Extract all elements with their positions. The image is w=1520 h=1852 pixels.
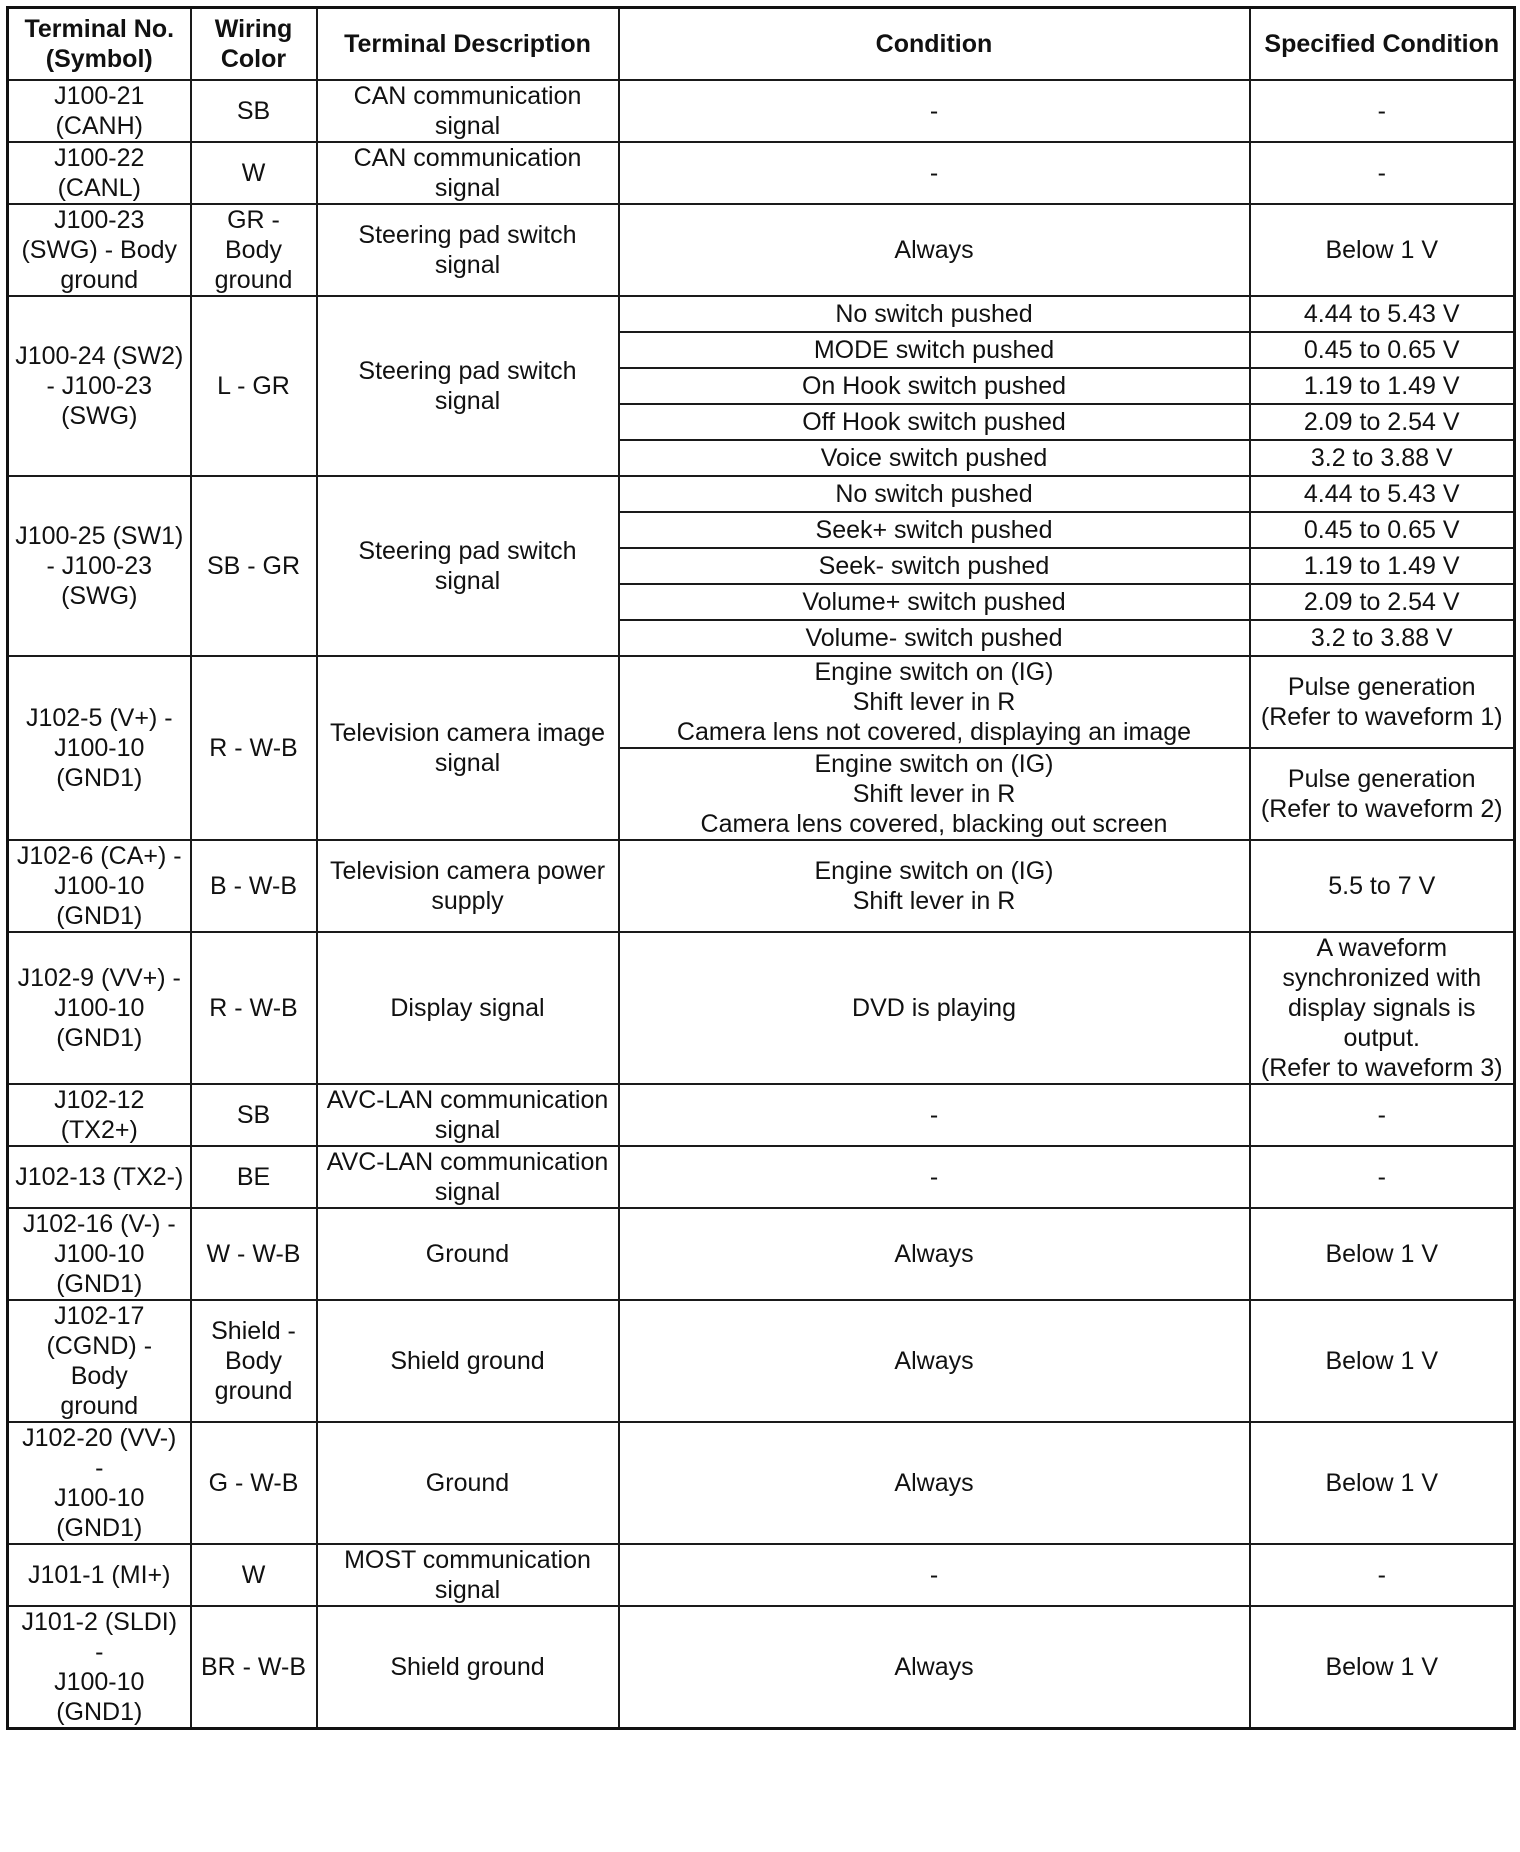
terminal-description-cell: CAN communication signal: [317, 142, 619, 204]
terminal-cell: J101-2 (SLDI) - J100-10 (GND1): [8, 1606, 191, 1729]
wiring-color-cell: W - W-B: [191, 1208, 317, 1300]
condition-cell: Volume+ switch pushed: [619, 584, 1250, 620]
condition-cell: Engine switch on (IG) Shift lever in R Camera lens not covered, displaying an image: [619, 656, 1250, 748]
table-row: [8, 1422, 1515, 1544]
specified-condition-cell: 1.19 to 1.49 V: [1250, 548, 1515, 584]
condition-cell: -: [619, 80, 1250, 142]
specified-condition-cell: -: [1250, 1544, 1515, 1606]
table-row: [8, 1208, 1515, 1300]
terminal-description-cell: Ground: [317, 1422, 619, 1544]
condition-cell: Volume- switch pushed: [619, 620, 1250, 656]
terminal-cell: J102-9 (VV+) - J100-10 (GND1): [8, 932, 191, 1084]
wiring-color-cell: SB: [191, 1084, 317, 1146]
terminal-cell: J101-1 (MI+): [8, 1544, 191, 1606]
specified-condition-cell: Below 1 V: [1250, 1208, 1515, 1300]
condition-cell: Voice switch pushed: [619, 440, 1250, 476]
table-row: [8, 296, 1515, 332]
condition-cell: Engine switch on (IG) Shift lever in R Camera lens covered, blacking out screen: [619, 748, 1250, 840]
terminal-description-cell: CAN communication signal: [317, 80, 619, 142]
wiring-color-cell: G - W-B: [191, 1422, 317, 1544]
terminal-description-cell: Ground: [317, 1208, 619, 1300]
condition-cell: Seek+ switch pushed: [619, 512, 1250, 548]
condition-cell: Seek- switch pushed: [619, 548, 1250, 584]
specified-condition-cell: -: [1250, 142, 1515, 204]
specified-condition-cell: 0.45 to 0.65 V: [1250, 512, 1515, 548]
header-terminal-no: Terminal No. (Symbol): [8, 8, 191, 81]
terminal-cell: J100-25 (SW1) - J100-23 (SWG): [8, 476, 191, 656]
terminal-cell: J102-17 (CGND) - Body ground: [8, 1300, 191, 1422]
terminal-description-cell: AVC-LAN communication signal: [317, 1084, 619, 1146]
terminal-cell: J102-16 (V-) - J100-10 (GND1): [8, 1208, 191, 1300]
specified-condition-cell: -: [1250, 1146, 1515, 1208]
table-row: [8, 204, 1515, 296]
wiring-color-cell: SB: [191, 80, 317, 142]
specified-condition-cell: 3.2 to 3.88 V: [1250, 440, 1515, 476]
wiring-color-cell: B - W-B: [191, 840, 317, 932]
specified-condition-cell: -: [1250, 1084, 1515, 1146]
table-row: [8, 1300, 1515, 1422]
specified-condition-cell: A waveform synchronized with display signals is output. (Refer to waveform 3): [1250, 932, 1515, 1084]
table-row: [8, 1146, 1515, 1208]
wiring-color-cell: W: [191, 142, 317, 204]
specified-condition-cell: 1.19 to 1.49 V: [1250, 368, 1515, 404]
condition-cell: On Hook switch pushed: [619, 368, 1250, 404]
condition-cell: -: [619, 1544, 1250, 1606]
table-body: [8, 80, 1515, 1729]
condition-cell: No switch pushed: [619, 296, 1250, 332]
wiring-color-cell: BR - W-B: [191, 1606, 317, 1729]
terminal-description-cell: Television camera image signal: [317, 656, 619, 840]
terminal-cell: J100-21 (CANH): [8, 80, 191, 142]
wiring-color-cell: SB - GR: [191, 476, 317, 656]
terminal-description-cell: Display signal: [317, 932, 619, 1084]
condition-cell: Off Hook switch pushed: [619, 404, 1250, 440]
condition-cell: -: [619, 1084, 1250, 1146]
specified-condition-cell: 3.2 to 3.88 V: [1250, 620, 1515, 656]
header-terminal-description: Terminal Description: [317, 8, 619, 81]
terminal-table-container: [6, 6, 1516, 1730]
terminal-cell: J102-20 (VV-) - J100-10 (GND1): [8, 1422, 191, 1544]
condition-cell: Always: [619, 1300, 1250, 1422]
specified-condition-cell: Below 1 V: [1250, 1300, 1515, 1422]
specified-condition-cell: Below 1 V: [1250, 1606, 1515, 1729]
condition-cell: Always: [619, 1422, 1250, 1544]
condition-cell: Engine switch on (IG) Shift lever in R: [619, 840, 1250, 932]
specified-condition-cell: 2.09 to 2.54 V: [1250, 584, 1515, 620]
specified-condition-cell: Pulse generation (Refer to waveform 1): [1250, 656, 1515, 748]
terminal-description-cell: Shield ground: [317, 1606, 619, 1729]
specified-condition-cell: Below 1 V: [1250, 204, 1515, 296]
wiring-color-cell: R - W-B: [191, 932, 317, 1084]
specified-condition-cell: 4.44 to 5.43 V: [1250, 476, 1515, 512]
table-row: [8, 1606, 1515, 1729]
terminal-description-cell: Television camera power supply: [317, 840, 619, 932]
condition-cell: Always: [619, 204, 1250, 296]
specified-condition-cell: 2.09 to 2.54 V: [1250, 404, 1515, 440]
table-header-row: [8, 8, 1515, 81]
terminal-description-cell: MOST communication signal: [317, 1544, 619, 1606]
wiring-color-cell: GR - Body ground: [191, 204, 317, 296]
table-row: [8, 1084, 1515, 1146]
condition-cell: Always: [619, 1606, 1250, 1729]
condition-cell: DVD is playing: [619, 932, 1250, 1084]
terminal-cell: J100-22 (CANL): [8, 142, 191, 204]
header-wiring-color: Wiring Color: [191, 8, 317, 81]
wiring-color-cell: R - W-B: [191, 656, 317, 840]
terminal-cell: J102-12 (TX2+): [8, 1084, 191, 1146]
condition-cell: Always: [619, 1208, 1250, 1300]
specified-condition-cell: 4.44 to 5.43 V: [1250, 296, 1515, 332]
terminal-cell: J102-5 (V+) - J100-10 (GND1): [8, 656, 191, 840]
specified-condition-cell: -: [1250, 80, 1515, 142]
specified-condition-cell: Pulse generation (Refer to waveform 2): [1250, 748, 1515, 840]
terminal-cell: J102-13 (TX2-): [8, 1146, 191, 1208]
wiring-color-cell: W: [191, 1544, 317, 1606]
table-row: [8, 80, 1515, 142]
terminal-description-cell: Steering pad switch signal: [317, 296, 619, 476]
table-row: [8, 932, 1515, 1084]
header-specified-condition: Specified Condition: [1250, 8, 1515, 81]
header-condition: Condition: [619, 8, 1250, 81]
terminal-description-cell: Steering pad switch signal: [317, 476, 619, 656]
terminal-table: [6, 6, 1516, 1730]
terminal-cell: J100-24 (SW2) - J100-23 (SWG): [8, 296, 191, 476]
specified-condition-cell: Below 1 V: [1250, 1422, 1515, 1544]
terminal-description-cell: AVC-LAN communication signal: [317, 1146, 619, 1208]
table-row: [8, 656, 1515, 748]
wiring-color-cell: L - GR: [191, 296, 317, 476]
table-row: [8, 142, 1515, 204]
terminal-cell: J102-6 (CA+) - J100-10 (GND1): [8, 840, 191, 932]
table-row: [8, 840, 1515, 932]
table-row: [8, 1544, 1515, 1606]
condition-cell: -: [619, 1146, 1250, 1208]
terminal-cell: J100-23 (SWG) - Body ground: [8, 204, 191, 296]
terminal-description-cell: Shield ground: [317, 1300, 619, 1422]
wiring-color-cell: Shield - Body ground: [191, 1300, 317, 1422]
table-row: [8, 476, 1515, 512]
condition-cell: No switch pushed: [619, 476, 1250, 512]
specified-condition-cell: 5.5 to 7 V: [1250, 840, 1515, 932]
specified-condition-cell: 0.45 to 0.65 V: [1250, 332, 1515, 368]
terminal-description-cell: Steering pad switch signal: [317, 204, 619, 296]
condition-cell: -: [619, 142, 1250, 204]
condition-cell: MODE switch pushed: [619, 332, 1250, 368]
wiring-color-cell: BE: [191, 1146, 317, 1208]
